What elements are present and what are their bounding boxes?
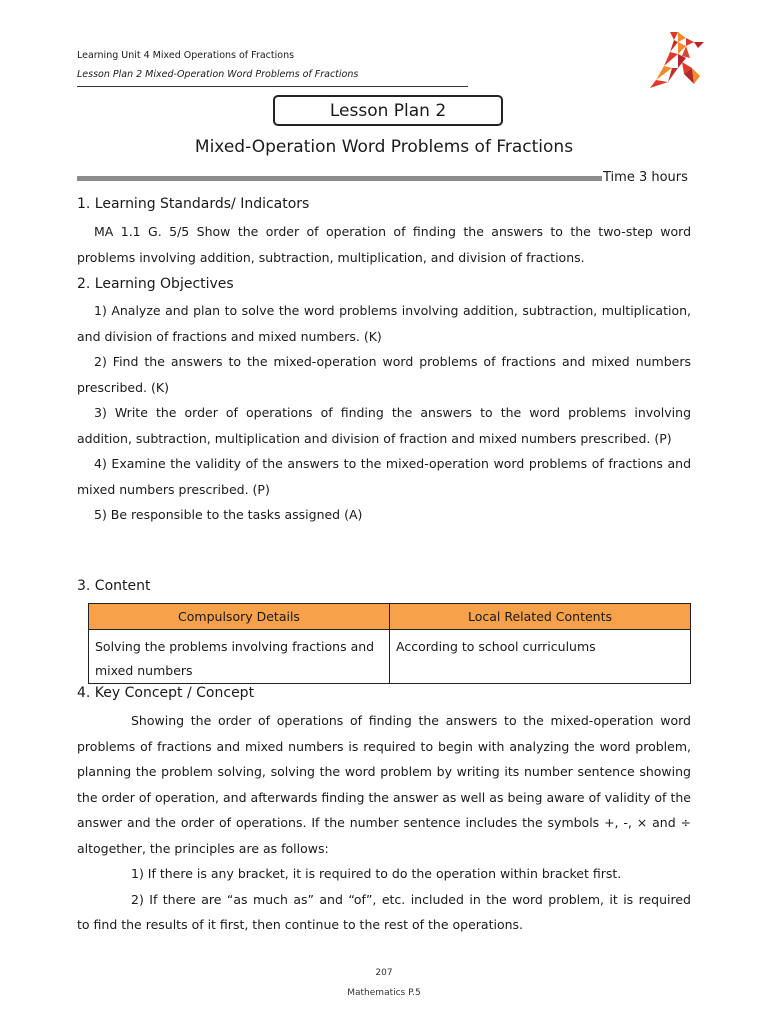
objective-line: prescribed. (K) [77,379,169,395]
time-allotment: Time 3 hours [603,170,688,185]
objective-line: 4) Examine the validity of the answers to the mixed-operation word problems of fractions and [94,456,691,471]
standards-line: MA 1.1 G. 5/5 Show the order of operation of finding the answers to the two-step word [94,224,691,239]
objective-line: 5) Be responsible to the tasks assigned (A) [94,507,363,522]
page-number: 207 [375,968,393,978]
objective-line: 3) Write the order of operations of finding the answers to the word problems involving [94,405,691,420]
standards-text [77,219,691,270]
key-concept-text [77,708,691,938]
concept-line: altogether, the principles are as follows: [77,840,329,856]
running-header-unit: Learning Unit 4 Mixed Operations of Fractions [77,50,295,61]
rule-line: 1) If there is any bracket, it is required to do the operation within bracket first. [131,866,622,881]
title-rule [77,176,602,181]
page-title: Mixed-Operation Word Problems of Fractions [194,137,574,157]
section-heading-standards: 1. Learning Standards/ Indicators [77,196,310,212]
section-heading-content: 3. Content [77,578,151,594]
objective-line: 2) Find the answers to the mixed-operation word problems of fractions and mixed numbers [94,354,691,369]
objective-line: addition, subtraction, multiplication and division of fraction and mixed numbers prescribed. (P) [77,430,672,446]
table-header-cell: Compulsory Details [89,604,390,630]
section-heading-objectives: 2. Learning Objectives [77,276,234,292]
concept-line: the order of operation, and afterwards finding the answer as well as being aware of validity of the [77,789,691,805]
concept-line: Showing the order of operations of finding the answers to the mixed-operation word [131,713,691,728]
lesson-plan-box: Lesson Plan 2 [273,95,503,126]
publisher-logo-icon [648,32,710,88]
objective-line: and division of fractions and mixed numbers. (K) [77,328,382,344]
objectives-list [77,298,691,528]
table-cell: According to school curriculums [390,630,691,684]
content-table [88,603,691,684]
running-header-lesson: Lesson Plan 2 Mixed-Operation Word Problems of Fractions [77,69,359,80]
objective-line: 1) Analyze and plan to solve the word problems involving addition, subtraction, multiplication, [94,303,691,318]
footer-subject: Mathematics P.5 [347,988,421,998]
table-row [89,630,691,684]
rule-line: to find the results of it first, then continue to the rest of the operations. [77,917,524,932]
table-header-row [89,604,691,630]
header-divider [77,86,468,87]
concept-line: answer and the order of operations. If the number sentence includes the symbols +, -, × and ÷ [77,815,691,830]
table-header-cell: Local Related Contents [390,604,691,630]
objective-line: mixed numbers prescribed. (P) [77,481,270,497]
concept-line: planning the problem solving, solving the word problem by writing its number sentence showing [77,764,691,779]
table-cell: Solving the problems involving fractions and mixed numbers [89,630,390,684]
rule-line: 2) If there are “as much as” and “of”, etc. included in the word problem, it is required [131,891,691,907]
section-heading-key-concept: 4. Key Concept / Concept [77,685,255,701]
concept-line: problems of fractions and mixed numbers is required to begin with analyzing the word problem, [77,738,691,754]
standards-line: problems involving addition, subtraction, multiplication, and division of fractions. [77,249,585,265]
